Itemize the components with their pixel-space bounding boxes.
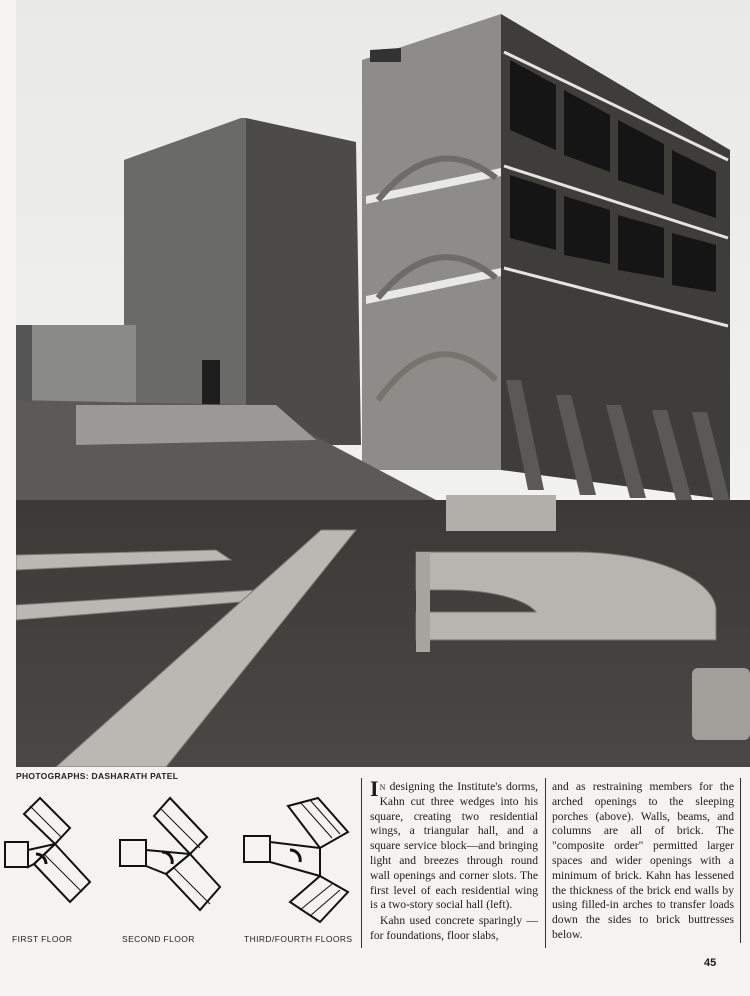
- article-column-1: [370, 776, 538, 944]
- first-floor-plan-drawing: [0, 792, 100, 930]
- article-column-2: [552, 780, 734, 943]
- third-fourth-floor-plan-drawing: [240, 792, 355, 930]
- floor-plan-first: [0, 792, 100, 930]
- article-paragraph-2: Kahn used concrete sparingly —for foundations, floor slabs,: [370, 914, 538, 942]
- second-floor-plan-drawing: [112, 792, 227, 930]
- column-rule-right: [740, 778, 741, 943]
- page-number: 45: [704, 957, 717, 969]
- building-photo: [16, 0, 750, 767]
- article-paragraph-1: [370, 776, 538, 913]
- lead-small-caps: n: [379, 780, 386, 793]
- caption-first-floor: FIRST FLOOR: [12, 934, 73, 944]
- caption-second-floor: SECOND FLOOR: [122, 934, 195, 944]
- column-rule-middle: [545, 778, 546, 948]
- floor-plan-third-fourth: [240, 792, 355, 930]
- drop-cap: I: [370, 776, 379, 801]
- photo-credit: PHOTOGRAPHS: DASHARATH PATEL: [16, 771, 179, 781]
- building-photo-illustration: [16, 0, 750, 767]
- floor-plan-second: [112, 792, 227, 930]
- column-rule-left: [361, 778, 362, 948]
- article-paragraph-3: and as restraining members for the arched openings to the sleeping porches (above). Walls, beams, and columns are all of brick. The "composite order" permitted larger spaces and wider openings with a minimum of brick. Kahn has lessened the thickness of the brick end walls by using filled-in arches to transfer loads down the sides to brick buttresses below.: [552, 780, 734, 941]
- caption-third-fourth-floors: THIRD/FOURTH FLOORS: [244, 934, 353, 944]
- article-col1-p1-text: designing the Institute's dorms, Kahn cut three wedges into his square, creating two residential wings, a triangular hall, and a square service block—and bringing light and breezes through round wall openings and corner slots. The first level of each residential wing is a two-story social hall (left).: [370, 780, 538, 912]
